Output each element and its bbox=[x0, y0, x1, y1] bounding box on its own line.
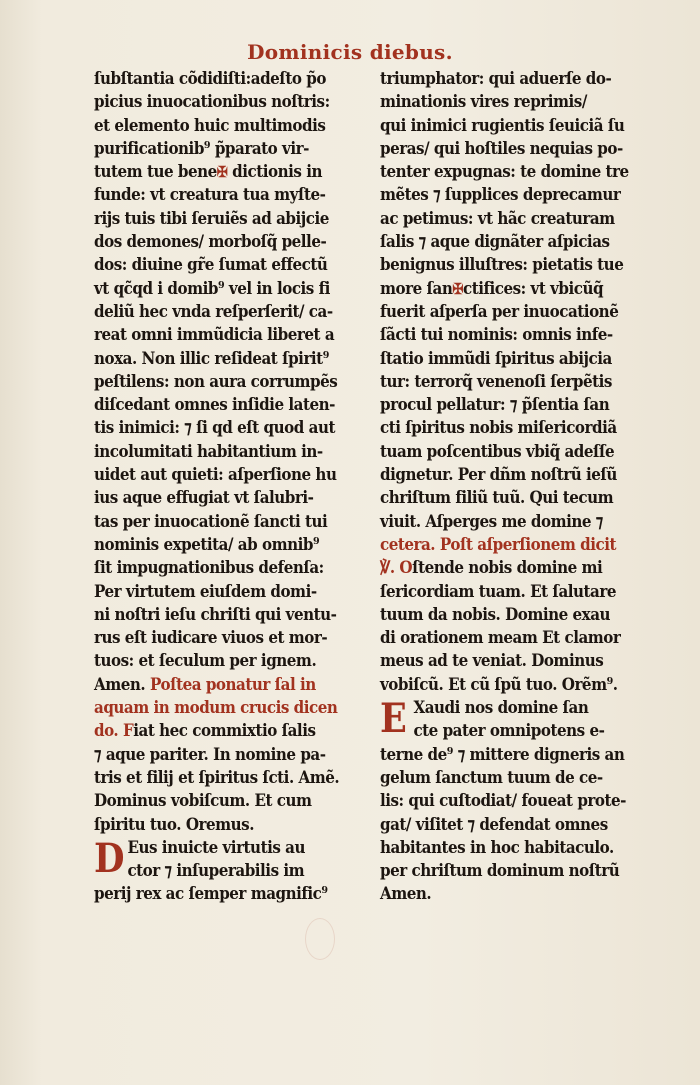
text-line bbox=[94, 371, 338, 394]
line-text: ſalis ⁊ aque dignãter aſpicias bbox=[380, 232, 610, 253]
text-line bbox=[380, 767, 616, 790]
text-line bbox=[380, 68, 616, 91]
text-line bbox=[94, 348, 330, 371]
line-text: incolumitati habitantium in- bbox=[94, 441, 323, 462]
text-line bbox=[380, 348, 616, 371]
line-text: terne de⁹ ⁊ mittere digneris an bbox=[380, 744, 625, 765]
text-line bbox=[380, 464, 616, 487]
right-text-column bbox=[380, 68, 629, 907]
line-text: perij rex ac ſemper magnific⁹ bbox=[94, 884, 328, 905]
line-text: chriſtum filiũ tuũ. Qui tecum bbox=[380, 488, 614, 509]
line-text: tas per inuocationẽ ſancti tui bbox=[94, 511, 328, 532]
text-line bbox=[94, 394, 335, 417]
text-line bbox=[94, 464, 337, 487]
text-line bbox=[380, 231, 616, 254]
line-text: purificationib⁹ p̃parato vir- bbox=[94, 138, 309, 159]
rubric-text: ℣. O bbox=[380, 558, 413, 579]
text-line bbox=[94, 68, 330, 91]
line-text: tuos: et ſeculum per ignem. bbox=[94, 651, 317, 672]
text-line bbox=[380, 417, 616, 440]
line-text: more ſan bbox=[380, 278, 453, 299]
text-line bbox=[380, 138, 623, 161]
line-text: ſericordiam tuam. Et ſalutare bbox=[380, 581, 617, 602]
text-line bbox=[380, 254, 624, 277]
text-line bbox=[380, 837, 616, 860]
text-line bbox=[380, 161, 629, 184]
line-text: Amen. bbox=[380, 884, 432, 905]
text-line bbox=[94, 231, 330, 254]
line-text: vt qc̃qd i domib⁹ vel in locis fi bbox=[94, 278, 330, 299]
line-text: qui inimici rugientis ſeuiciã ſu bbox=[380, 115, 625, 136]
text-line bbox=[94, 557, 330, 580]
line-text: cti ſpiritus nobis miſericordiã bbox=[380, 418, 617, 439]
text-line bbox=[380, 604, 616, 627]
line-text: peſtilens: non aura corrumpẽs bbox=[94, 371, 338, 392]
running-head: Dominicis diebus. bbox=[247, 40, 453, 64]
red-initial-letter: E bbox=[380, 695, 407, 743]
line-text: dictionis in bbox=[227, 162, 322, 183]
line-text: mẽtes ⁊ ſupplices deprecamur bbox=[380, 185, 621, 206]
line-text: tuum da nobis. Domine exau bbox=[380, 604, 611, 625]
line-text: meus ad te veniat. Dominus bbox=[380, 651, 604, 672]
text-line bbox=[380, 487, 616, 510]
text-line bbox=[94, 161, 330, 184]
line-text: procul pellatur: ⁊ p̃ſentia ſan bbox=[380, 395, 610, 416]
red-cross-icon: ✠ bbox=[452, 279, 463, 298]
line-text: ius aque effugiat vt ſalubri- bbox=[94, 488, 314, 509]
text-line bbox=[380, 115, 625, 138]
text-line bbox=[380, 790, 626, 813]
line-text: iat hec commixtio ſalis bbox=[133, 721, 316, 742]
text-line bbox=[94, 138, 330, 161]
left-text-column bbox=[94, 68, 340, 907]
line-text: fuerit aſperſa per inuocationẽ bbox=[380, 301, 619, 322]
line-text: picius inuocationibus noſtris: bbox=[94, 92, 330, 113]
text-line bbox=[94, 790, 330, 813]
line-text: ſpiritu tuo. Oremus. bbox=[94, 814, 255, 835]
text-line bbox=[380, 627, 621, 650]
text-line bbox=[380, 814, 616, 837]
line-text: habitantes in hoc habitaculo. bbox=[380, 837, 614, 858]
rubric-text: do. F bbox=[94, 721, 134, 742]
text-line bbox=[380, 744, 625, 767]
line-text: vobiſcũ. Et cũ ſpũ tuo. Orẽm⁹. bbox=[380, 674, 618, 695]
text-line bbox=[380, 301, 619, 324]
line-text: dos: diuine gr̃e ſumat effectũ bbox=[94, 255, 328, 276]
text-line bbox=[94, 534, 330, 557]
line-text: Dominus vobiſcum. Et cum bbox=[94, 791, 312, 812]
text-line bbox=[94, 324, 335, 347]
line-text: ac petimus: vt hãc creaturam bbox=[380, 208, 615, 229]
text-line bbox=[380, 674, 616, 697]
line-text: uidet aut quieti: aſperſione hu bbox=[94, 465, 337, 486]
text-line bbox=[380, 208, 616, 231]
line-text: cte pater omnipotens e- bbox=[413, 721, 605, 742]
text-line bbox=[380, 184, 621, 207]
line-text: Amen. bbox=[94, 674, 150, 695]
line-text: tris et filij et ſpiritus ſcti. Amẽ. bbox=[94, 767, 340, 788]
line-text: ni noſtri ieſu chriſti qui ventu- bbox=[94, 604, 337, 625]
text-line bbox=[94, 697, 338, 720]
red-cross-icon: ✠ bbox=[216, 163, 228, 182]
line-text: ſubſtantia cõdidiſti:adeſto p̃o bbox=[94, 69, 326, 89]
rubric-text: Poſtea ponatur ſal in bbox=[149, 674, 316, 695]
text-line bbox=[380, 534, 616, 557]
text-line bbox=[94, 814, 330, 837]
text-line bbox=[94, 883, 330, 906]
line-text: Xaudi nos domine ſan bbox=[413, 698, 589, 719]
line-text: benignus illuſtres: pietatis tue bbox=[380, 255, 624, 276]
line-text: noxa. Non illic reſideat ſpirit⁹ bbox=[94, 348, 329, 369]
red-initial-letter: D bbox=[94, 834, 125, 882]
text-line bbox=[94, 115, 330, 138]
line-text: ſtatio immũdi ſpiritus abijcia bbox=[380, 348, 612, 369]
line-text: per chriſtum dominum noſtrũ bbox=[380, 861, 620, 882]
text-line bbox=[94, 441, 330, 464]
line-text: gat/ viſitet ⁊ defendat omnes bbox=[380, 814, 608, 835]
text-line bbox=[380, 511, 616, 534]
text-line bbox=[94, 720, 330, 743]
line-text: dos demones/ morboſq̃ pelle- bbox=[94, 232, 327, 253]
text-line bbox=[94, 417, 335, 440]
text-line bbox=[94, 581, 330, 604]
line-text: ſit impugnationibus defenſa: bbox=[94, 558, 324, 579]
text-line bbox=[94, 604, 337, 627]
text-line bbox=[94, 744, 330, 767]
line-text: peras/ qui hoſtiles nequias po- bbox=[380, 138, 623, 159]
rubric-text: aquam in modum crucis dicen bbox=[94, 698, 338, 719]
line-text: ⁊ aque pariter. In nomine pa- bbox=[94, 744, 326, 765]
line-text: rus eſt iudicare viuos et mor- bbox=[94, 628, 328, 649]
line-text: Eus inuicte virtutis au bbox=[127, 837, 305, 858]
text-line bbox=[380, 371, 616, 394]
line-text: viuit. Aſperges me domine ⁊ bbox=[380, 511, 603, 532]
line-text: diſcedant omnes inſidie laten- bbox=[94, 395, 335, 416]
text-line bbox=[380, 883, 616, 906]
text-line bbox=[94, 278, 330, 301]
line-text: tenter expugnas: te domine tre bbox=[380, 162, 629, 183]
rubric-text: cetera. Poſt aſperſionem dicit bbox=[380, 534, 617, 555]
line-text: di orationem meam Et clamor bbox=[380, 628, 621, 649]
text-line bbox=[94, 254, 330, 277]
line-text: triumphator: qui aduerſe do- bbox=[380, 69, 612, 89]
text-line bbox=[380, 650, 616, 673]
text-line bbox=[380, 278, 616, 301]
line-text: tutem tue bene bbox=[94, 162, 217, 183]
line-text: funde: vt creatura tua myſte- bbox=[94, 185, 326, 206]
text-line bbox=[94, 511, 330, 534]
line-text: deliũ hec vnda reſperſerit/ ca- bbox=[94, 301, 333, 322]
line-text: gelum ſanctum tuum de ce- bbox=[380, 767, 603, 788]
text-line bbox=[94, 91, 330, 114]
line-text: tis inimici: ⁊ ſi qd eſt quod aut bbox=[94, 418, 335, 439]
text-line bbox=[94, 184, 330, 207]
faint-ornament-mark bbox=[305, 918, 335, 960]
line-text: et elemento huic multimodis bbox=[94, 115, 326, 136]
text-line bbox=[94, 627, 330, 650]
text-line bbox=[94, 860, 330, 883]
text-line bbox=[94, 301, 333, 324]
line-text: minationis vires reprimis/ bbox=[380, 92, 587, 113]
line-text: tur: terrorq̃ venenoſi ſerpẽtis bbox=[380, 371, 612, 392]
text-line bbox=[94, 487, 330, 510]
line-text: Per virtutem eiuſdem domi- bbox=[94, 581, 317, 602]
line-text: reat omni immũdicia liberet a bbox=[94, 325, 335, 346]
text-line bbox=[380, 394, 616, 417]
text-line bbox=[380, 441, 616, 464]
text-line bbox=[94, 767, 340, 790]
text-line bbox=[380, 91, 616, 114]
text-line bbox=[380, 324, 616, 347]
line-text: ſãcti tui nominis: omnis infe- bbox=[380, 325, 613, 346]
text-line bbox=[380, 860, 620, 883]
text-line bbox=[380, 557, 616, 580]
line-text: dignetur. Per dñm noſtrũ ieſũ bbox=[380, 465, 617, 486]
line-text: tuam poſcentibus vbiq̃ adeſſe bbox=[380, 441, 615, 462]
text-line bbox=[94, 674, 330, 697]
line-text: ctifices: vt vbicũq̃ bbox=[462, 278, 604, 299]
text-line bbox=[380, 720, 616, 743]
line-text: lis: qui cuſtodiat/ foueat prote- bbox=[380, 791, 626, 812]
line-text: ctor ⁊ inſuperabilis im bbox=[127, 861, 305, 882]
line-text: nominis expetita/ ab omnib⁹ bbox=[94, 534, 320, 555]
text-line bbox=[380, 581, 616, 604]
text-line bbox=[94, 208, 330, 231]
line-text: rijs tuis tibi ſeruiẽs ad abijcie bbox=[94, 208, 329, 229]
text-line bbox=[94, 650, 330, 673]
line-text: ſtende nobis domine mi bbox=[412, 558, 603, 579]
